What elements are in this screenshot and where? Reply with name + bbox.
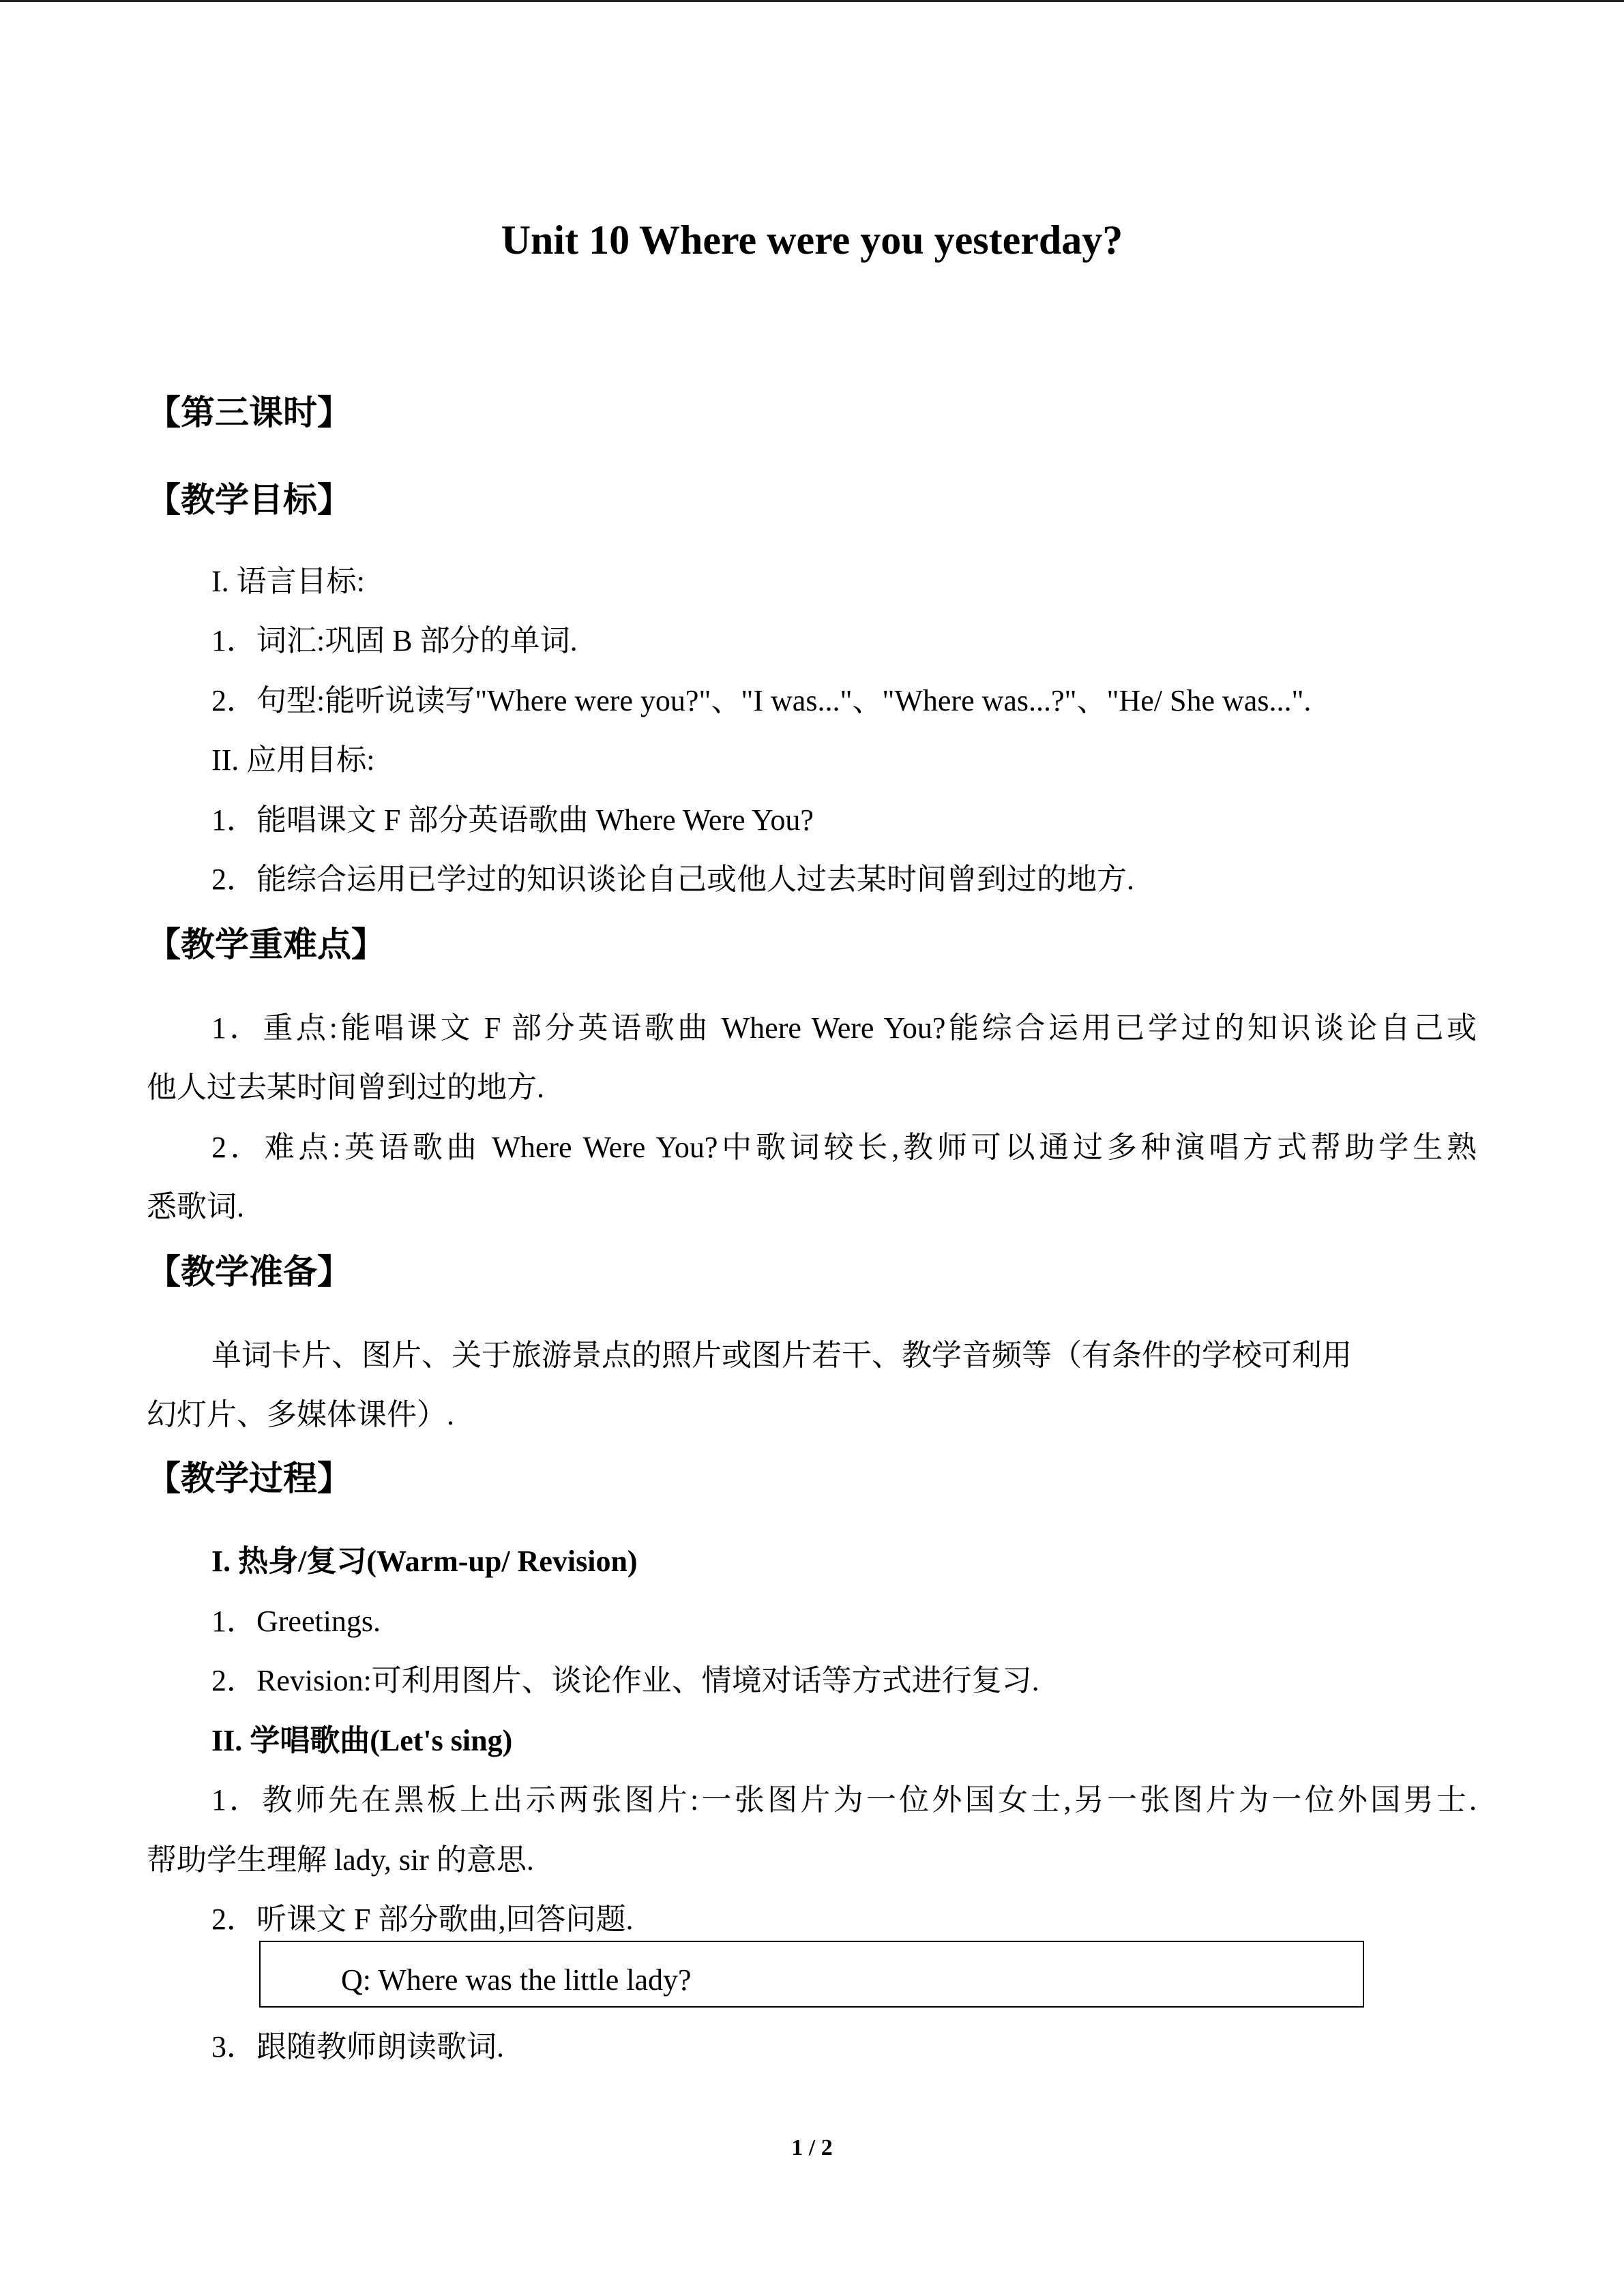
process-warmup-heading: I. 热身/复习(Warm-up/ Revision) [211,1545,638,1578]
objective-vocabulary: 1．词汇:巩固 B 部分的单词. [211,624,578,657]
preparation-line-2: 幻灯片、多媒体课件）. [147,1398,454,1431]
section-heading-key-points: 【教学重难点】 [147,925,385,964]
section-heading-preparation: 【教学准备】 [147,1252,351,1292]
process-warmup-2: 2．Revision:可利用图片、谈论作业、情境对话等方式进行复习. [211,1664,1039,1697]
preparation-line-1: 单词卡片、图片、关于旅游景点的照片或图片若干、教学音频等（有条件的学校可利用 [211,1339,1352,1372]
page-title: Unit 10 Where were you yesterday? [501,218,1123,263]
objective-application-heading: II. 应用目标: [211,743,375,777]
key-point-2-line-1: 2．难点:英语歌曲 Where Were You?中歌词较长,教师可以通过多种演唱方式帮助学生熟 [211,1131,1477,1164]
section-heading-lesson: 【第三课时】 [147,393,351,432]
process-sing-1-line-1: 1．教师先在黑板上出示两张图片:一张图片为一位外国女士,另一张图片为一位外国男士. [211,1783,1477,1817]
key-point-1-line-1: 1．重点:能唱课文 F 部分英语歌曲 Where Were You?能综合运用已学过的知识谈论自己或 [211,1011,1477,1045]
key-point-2-line-2: 悉歌词. [147,1190,244,1223]
objective-language-heading: I. 语言目标: [211,565,365,598]
top-rule [0,0,1624,2]
objective-sentences: 2．句型:能听说读写"Where were you?"、"I was..."、"Where was...?"、"He/ She was...". [211,684,1312,717]
page-number: 1 / 2 [791,2135,833,2160]
process-sing-1-line-2: 帮助学生理解 lady, sir 的意思. [147,1843,534,1877]
question-text: Q: Where was the little lady? [341,1963,692,1997]
section-heading-process: 【教学过程】 [147,1459,351,1498]
process-sing-3: 3．跟随教师朗读歌词. [211,2030,504,2063]
objective-application-2: 2．能综合运用已学过的知识谈论自己或他人过去某时间曾到过的地方. [211,863,1134,896]
question-box [259,1941,1364,2008]
process-sing-heading: II. 学唱歌曲(Let's sing) [211,1724,513,1757]
process-warmup-1: 1．Greetings. [211,1605,381,1638]
process-sing-2: 2．听课文 F 部分歌曲,回答问题. [211,1903,634,1936]
key-point-1-line-2: 他人过去某时间曾到过的地方. [147,1071,544,1104]
section-heading-objectives: 【教学目标】 [147,480,351,520]
objective-application-1: 1．能唱课文 F 部分英语歌曲 Where Were You? [211,803,814,837]
